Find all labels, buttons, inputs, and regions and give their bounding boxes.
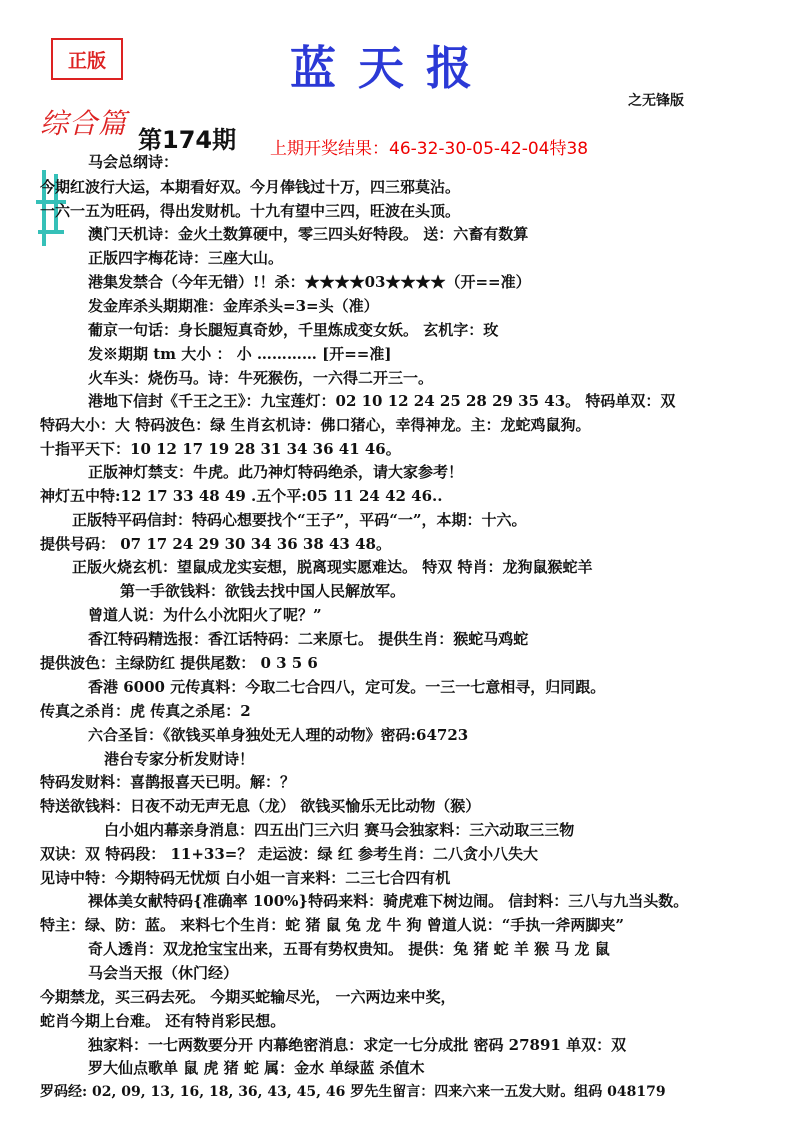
text-line: 一六一五为旺码，得出发财机。十九有望中三四，旺波在头顶。	[40, 202, 461, 220]
text-line: 特码发财料：喜鹊报喜天已明。解：？	[40, 773, 296, 791]
text-line: 十指平天下：10 12 17 19 28 31 34 36 41 46。	[40, 440, 401, 458]
text-line: 港集发禁合（今年无错）!！杀：★★★★03★★★★（开==准）	[88, 273, 531, 291]
text-line: 奇人透肖：双龙抢宝宝出来，五哥有势权贵知。 提供：兔 猪 蛇 羊 猴 马 龙 鼠	[88, 940, 610, 958]
text-line: 罗码经: 02, 09, 13, 16, 18, 36, 43, 45, 46 罗先生留言：四来六来一五发大财。组码 048179	[40, 1084, 666, 1100]
text-line: 白小姐内幕亲身消息：四五出门三六归 赛马会独家料：三六动取三三物	[104, 821, 575, 839]
text-line: 蛇肖今期上台难。 还有特肖彩民想。	[40, 1012, 286, 1030]
text-line: 正版神灯禁支：牛虎。此乃神灯特码绝杀，请大家参考！	[88, 463, 464, 481]
text-line: 葡京一句话：身长腿短真奇妙，千里炼成变女妖。 玄机字：玫	[88, 321, 499, 339]
text-line: 特主：绿、防：蓝。 来料七个生肖：蛇 猪 鼠 兔 龙 牛 狗 曾道人说：“手执一斧两脚夹”	[40, 916, 625, 934]
text-line: 六合圣旨：《欲钱买单身独处无人理的动物》密码:64723	[88, 726, 469, 744]
authentic-stamp: 正版	[51, 38, 123, 80]
text-line: 港台专家分析发财诗！	[104, 750, 255, 768]
previous-result: 上期开奖结果：46-32-30-05-42-04特38	[270, 139, 589, 159]
text-line: 第一手欲钱料：欲钱去找中国人民解放军。	[120, 582, 406, 600]
text-line: 神灯五中特:12 17 33 48 49 .五个平:05 11 24 42 46..	[40, 487, 443, 505]
text-line: 罗大仙点歌单 鼠 虎 猪 蛇 属：金水 单绿蓝 杀值木	[88, 1059, 425, 1077]
text-line: 马会总纲诗：	[88, 153, 179, 171]
text-line: 正版四字梅花诗：三座大山。	[88, 249, 284, 267]
text-line: 港地下信封《千王之王》：九宝莲灯：02 10 12 24 25 28 29 35 43。 特码单双：双	[88, 392, 676, 410]
text-line: 独家料：一七两数要分开 内幕绝密消息：求定一七分成批 密码 27891 单双：双	[88, 1036, 627, 1054]
text-line: 提供号码： 07 17 24 29 30 34 36 38 43 48。	[40, 535, 391, 553]
text-line: 双诀：双 特码段： 11+33=？ 走运波：绿 红 参考生肖：二八贪小八失大	[40, 845, 538, 863]
text-line: 提供波色：主绿防红 提供尾数： 0 3 5 6	[40, 654, 318, 672]
text-line: 香港 6000 元传真料：今取二七合四八，定可发。一三一七意相寻，归同跟。	[88, 678, 606, 696]
text-line: 正版特平码信封：特码心想要找个“王子”，平码“一”，本期：十六。	[72, 511, 527, 529]
issue-number: 第174期	[138, 126, 237, 154]
text-line: 今期红波行大运，本期看好双。今月俸钱过十万，四三邪莫沾。	[40, 178, 461, 196]
text-line: 香江特码精选报：香江话特码：二来原七。 提供生肖：猴蛇马鸡蛇	[88, 630, 529, 648]
edition-label: 之无锋版	[628, 93, 684, 109]
text-line: 火车头：烧伤马。诗：牛死猴伤，一六得二开三一。	[88, 369, 434, 387]
text-line: 发※期期 tm 大小 ： 小 ………… [开==准]	[88, 345, 392, 363]
text-line: 特码大小：大 特码波色：绿 生肖玄机诗：佛口猪心，幸得神龙。主：龙蛇鸡鼠狗。	[40, 416, 591, 434]
text-line: 发金库杀头期期准：金库杀头=3=头（准）	[88, 297, 379, 315]
text-line: 今期禁龙，买三码去死。 今期买蛇输尽光， 一六两边来中奖，	[40, 988, 456, 1006]
text-line: 传真之杀肖：虎 传真之杀尾：2	[40, 702, 251, 720]
text-line: 正版火烧玄机：望鼠成龙实妄想，脱离现实愿难达。 特双 特肖：龙狗鼠猴蛇羊	[72, 558, 593, 576]
text-line: 曾道人说：为什么小沈阳火了呢？”	[88, 606, 322, 624]
section-heading: 综合篇	[40, 107, 128, 140]
text-line: 裸体美女献特码{准确率 100%}特码来料：骑虎难下树边闹。 信封料：三八与九当头数。	[88, 892, 689, 910]
text-line: 特送欲钱料：日夜不动无声无息（龙） 欲钱买愉乐无比动物（猴）	[40, 797, 481, 815]
text-line: 见诗中特：今期特码无忧烦 白小姐一言来料：二三七合四有机	[40, 869, 451, 887]
newspaper-title: 蓝天报	[290, 41, 494, 95]
text-line: 澳门天机诗：金火土数算硬中，零三四头好特段。 送：六畜有数算	[88, 225, 529, 243]
text-line: 马会当天报（休门经）	[88, 964, 239, 982]
